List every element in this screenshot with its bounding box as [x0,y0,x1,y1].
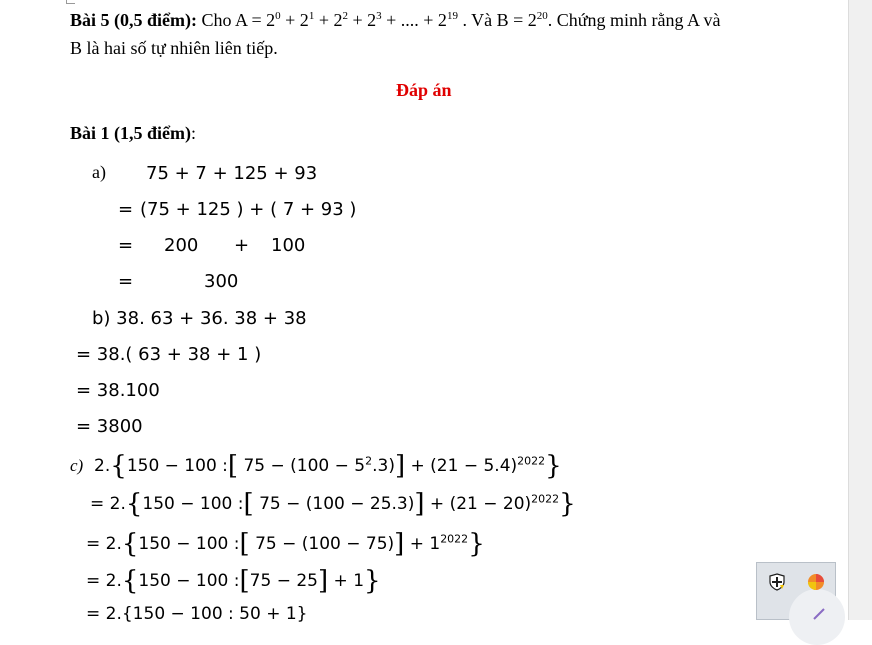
text: 150 − 100 : [126,456,228,476]
text: + (21 − 20) [424,494,532,514]
text: + 1 [404,534,441,554]
brace: } [559,489,576,519]
exponent: 2022 [517,454,546,468]
problem-5-label: Bài 5 (0,5 điểm): [70,10,197,30]
system-tray-flyout [756,562,836,620]
brace: { [125,489,143,519]
part-c-line-2 [90,489,576,519]
text: 150 − 100 : [138,534,240,554]
text: + .... + 2 [381,10,447,30]
part-c-line-5: = 2.{150 − 100 : 50 + 1} [86,604,308,624]
problem-5-text: Cho A = 2 [196,10,276,30]
text: .3) [372,456,395,476]
exponent: 2 [342,10,348,22]
shield-icon[interactable] [769,573,785,591]
color-app-icon[interactable] [807,573,825,591]
part-a-step1-eq: = [118,199,134,220]
exponent: 20 [536,10,548,22]
text: = 2. [86,534,122,554]
part-a-label: a) [92,162,106,182]
text: + 1 [328,571,365,591]
part-c-line-1 [70,451,562,481]
exponent: 2 [365,454,373,468]
part-b-step1: = 38.( 63 + 38 + 1 ) [76,344,262,365]
brace: } [364,566,381,596]
pen-icon[interactable] [813,607,825,625]
text: . Và B = 2 [457,10,537,30]
text: + (21 − 5.4) [405,456,518,476]
text: 150 − 100 : [142,494,244,514]
part-c-line-3 [86,529,485,559]
text: + 2 [314,10,343,30]
brace: { [110,451,127,481]
bracket: ] [318,566,329,596]
brace: { [121,566,139,596]
part-b-step2: = 38.100 [76,380,160,401]
exponent: 3 [376,10,382,22]
colon: : [191,123,197,143]
part-a-step3-eq: = [118,271,134,292]
part-a-step2-a: 200 [164,235,199,256]
text: 150 − 100 : [138,571,240,591]
text: . Chứng minh rằng A và [547,10,721,30]
exponent: 0 [275,10,281,22]
part-b-expression: b) 38. 63 + 36. 38 + 38 [92,308,307,329]
text: 2. [94,456,111,476]
part-a-expression: 75 + 7 + 125 + 93 [146,163,318,184]
text: 75 − (100 − 75) [249,534,395,554]
bracket: ] [394,529,405,559]
exponent: 19 [446,10,458,22]
text: + 2 [347,10,377,30]
part-a-step2-b: 100 [271,235,306,256]
part-c-label: c) [70,456,84,475]
bracket: [ [243,489,254,519]
part-b-step3: = 3800 [76,416,143,437]
text: 75 − 25 [249,571,318,591]
brace: { [121,529,139,559]
exponent: 2022 [440,532,469,546]
problem-5-line-2: B là hai số tự nhiên liên tiếp. [70,38,278,58]
bracket: [ [239,566,250,596]
exponent: 1 [308,10,315,22]
text: = 2. [90,494,126,514]
text: = 2. [86,571,122,591]
bracket: [ [239,529,250,559]
bracket: ] [414,489,425,519]
text: 75 − (100 − 25.3) [253,494,415,514]
part-c-line-4 [86,566,381,596]
part-a-step3: 300 [204,271,239,292]
problem-1-heading [70,123,196,144]
brace: } [545,451,562,481]
vertical-scrollbar[interactable] [848,0,872,620]
brace: } [468,529,485,559]
part-a-step2-eq: = [118,235,134,256]
bracket: [ [227,451,239,481]
problem-5-line-1 [70,10,721,31]
problem-1-label: Bài 1 (1,5 điểm) [70,123,191,143]
exponent: 2022 [531,492,560,506]
part-a-step1: (75 + 125 ) + ( 7 + 93 ) [140,199,357,220]
part-a-step2-op: + [234,235,250,256]
text: + 2 [280,10,309,30]
bracket: ] [394,451,406,481]
answer-heading: Đáp án [396,80,452,100]
page-corner-mark [66,0,75,4]
text: 75 − (100 − 5 [238,456,366,476]
